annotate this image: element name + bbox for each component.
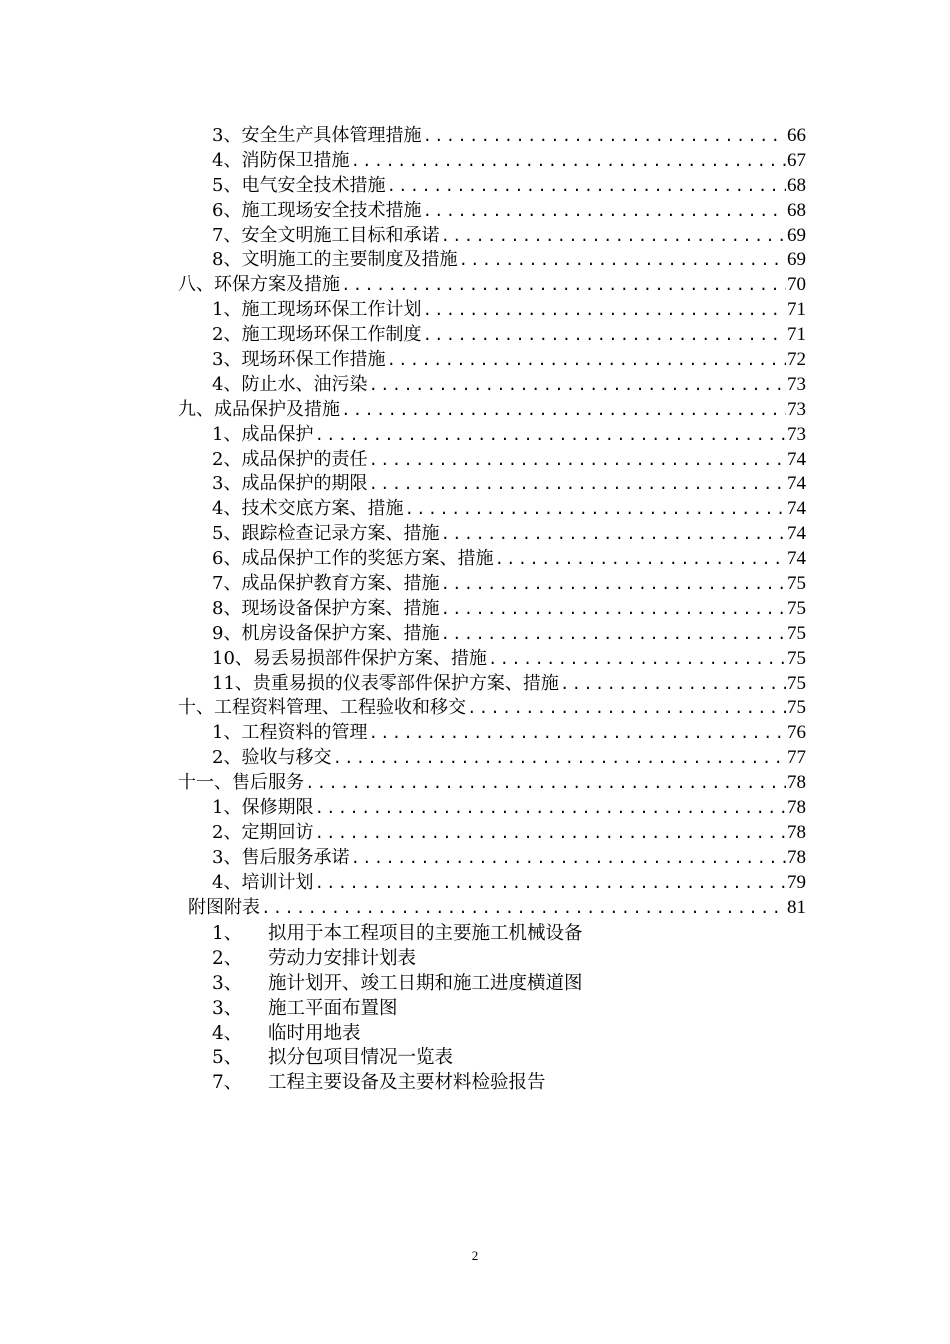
toc-entry-page: 75 [787, 672, 806, 694]
toc-entry-page: 66 [787, 125, 806, 146]
toc-entry-title: 2、验收与移交 [212, 747, 332, 769]
toc-entry-title: 3、成品保护的期限 [212, 473, 368, 495]
toc-leader-dots [368, 449, 786, 474]
toc-leader-dots [350, 150, 786, 175]
appendix-item [212, 972, 732, 997]
toc-entry-title: 9、机房设备保护方案、措施 [212, 622, 440, 644]
toc-entry-title: 4、技术交底方案、措施 [212, 498, 404, 520]
appendix-item [212, 1071, 732, 1096]
appendix-item-number: 4、 [212, 1022, 243, 1044]
appendix-item-text: 拟分包项目情况一览表 [268, 1047, 454, 1069]
toc-entry [178, 647, 806, 672]
toc-entry-title: 九、成品保护及措施 [178, 398, 340, 420]
toc-leader-dots [404, 498, 786, 523]
toc-entry-page: 76 [787, 722, 806, 744]
toc-entry [178, 622, 806, 647]
appendix-item-number: 7、 [212, 1072, 243, 1094]
toc-entry [178, 547, 806, 572]
toc-leader-dots [368, 374, 786, 399]
appendix-item [212, 947, 732, 972]
toc-entry-page: 74 [787, 498, 806, 520]
toc-entry-title: 5、电气安全技术措施 [212, 174, 386, 196]
toc-entry-title: 2、定期回访 [212, 821, 314, 843]
toc-entry [178, 224, 806, 249]
toc-entry [178, 746, 806, 771]
toc-leader-dots [261, 897, 786, 922]
toc-entry [178, 871, 806, 896]
toc-entry [178, 572, 806, 597]
appendix-item-text: 临时用地表 [268, 1022, 361, 1044]
toc-leader-dots [314, 797, 786, 822]
toc-entry [178, 896, 806, 921]
toc-entry-title: 3、售后服务承诺 [212, 846, 350, 868]
toc-entry [178, 472, 806, 497]
toc-entry [178, 771, 806, 796]
toc-entry-page: 75 [787, 597, 806, 619]
toc-entry-page: 70 [787, 274, 806, 296]
toc-entry-title: 8、现场设备保护方案、措施 [212, 597, 440, 619]
toc-entry [178, 199, 806, 224]
toc-entry-title: 4、培训计划 [212, 871, 314, 893]
toc-leader-dots [422, 324, 786, 349]
toc-leader-dots [314, 424, 786, 449]
toc-entry-page: 74 [787, 473, 806, 495]
toc-entry [178, 348, 806, 373]
toc-entry-title: 4、防止水、油污染 [212, 373, 368, 395]
toc-entry-page: 71 [787, 324, 806, 346]
appendix-item-text: 施计划开、竣工日期和施工进度横道图 [268, 972, 583, 994]
toc-leader-dots [386, 175, 786, 200]
toc-leader-dots [350, 847, 786, 872]
toc-leader-dots [422, 200, 786, 225]
toc-entry-page: 73 [787, 423, 806, 445]
toc-entry-title: 4、消防保卫措施 [212, 149, 350, 171]
toc-entry [178, 174, 806, 199]
toc-entry [178, 796, 806, 821]
appendix-item-number: 3、 [212, 997, 243, 1019]
toc-leader-dots [368, 722, 786, 747]
toc-entry-page: 72 [787, 349, 806, 371]
toc-entry-title: 十一、售后服务 [178, 772, 304, 794]
toc-entry-title: 八、环保方案及措施 [178, 274, 340, 296]
toc-entry [178, 522, 806, 547]
toc-entry-page: 78 [787, 846, 806, 868]
toc-entry-title: 10、易丢易损部件保护方案、措施 [212, 647, 487, 669]
toc-entry-title: 8、文明施工的主要制度及措施 [212, 249, 458, 271]
toc-entry-page: 75 [787, 622, 806, 644]
toc-entry-title: 2、成品保护的责任 [212, 448, 368, 470]
toc-leader-dots [488, 648, 786, 673]
toc-entry-page: 78 [787, 797, 806, 819]
toc-entry [178, 672, 806, 697]
toc-entry [178, 373, 806, 398]
toc-entry-page: 71 [787, 299, 806, 321]
toc-entry-page: 78 [787, 772, 806, 794]
toc-entry [178, 597, 806, 622]
toc-entry [178, 721, 806, 746]
toc-leader-dots [440, 623, 786, 648]
toc-leader-dots [440, 523, 786, 548]
toc-entry [178, 448, 806, 473]
toc-entry-title: 1、保修期限 [212, 797, 314, 819]
toc-entry-title: 1、成品保护 [212, 423, 314, 445]
toc-leader-dots [305, 772, 786, 797]
toc-entry [178, 248, 806, 273]
toc-entry-title: 1、工程资料的管理 [212, 722, 368, 744]
toc-entry-page: 77 [787, 747, 806, 769]
toc-entry-title: 6、施工现场安全技术措施 [212, 199, 422, 221]
toc-entry-page: 73 [787, 398, 806, 420]
toc-entry [178, 821, 806, 846]
toc-entry-page: 79 [787, 871, 806, 893]
toc-entry-page: 74 [787, 548, 806, 570]
toc-entry-title: 5、跟踪检查记录方案、措施 [212, 523, 440, 545]
toc-leader-dots [314, 822, 786, 847]
toc-leader-dots [440, 573, 786, 598]
toc-leader-dots [440, 225, 786, 250]
toc-leader-dots [314, 872, 786, 897]
toc-entry-page: 78 [787, 821, 806, 843]
toc-entry [178, 273, 806, 298]
page-number: 2 [471, 1248, 479, 1263]
toc-leader-dots [341, 399, 786, 424]
toc-entry [178, 149, 806, 174]
appendix-item-text: 劳动力安排计划表 [268, 947, 417, 969]
appendix-item [212, 922, 732, 947]
toc-leader-dots [386, 349, 786, 374]
toc-leader-dots [560, 673, 786, 698]
toc-entry-page: 68 [787, 199, 806, 221]
toc-entry-title: 7、安全文明施工目标和承诺 [212, 224, 440, 246]
table-of-contents [178, 124, 806, 921]
toc-entry-title: 11、贵重易损的仪表零部件保护方案、措施 [212, 672, 559, 694]
appendix-list [212, 922, 732, 1096]
toc-entry-title: 十、工程资料管理、工程验收和移交 [178, 697, 466, 719]
toc-entry [178, 846, 806, 871]
toc-leader-dots [467, 697, 786, 722]
toc-entry-page: 74 [787, 523, 806, 545]
toc-leader-dots [341, 274, 786, 299]
toc-leader-dots [440, 598, 786, 623]
toc-entry-page: 75 [787, 647, 806, 669]
appendix-item-text: 拟用于本工程项目的主要施工机械设备 [268, 923, 583, 944]
appendix-item-number: 2、 [212, 947, 243, 969]
toc-entry [178, 497, 806, 522]
appendix-item-number: 5、 [212, 1047, 243, 1069]
appendix-item [212, 1022, 732, 1047]
toc-entry-page: 81 [787, 896, 806, 918]
toc-leader-dots [494, 548, 786, 573]
toc-entry-title: 6、成品保护工作的奖惩方案、措施 [212, 548, 494, 570]
toc-entry-title: 3、安全生产具体管理措施 [212, 125, 422, 146]
toc-entry-title: 1、施工现场环保工作计划 [212, 299, 422, 321]
toc-entry-title: 2、施工现场环保工作制度 [212, 324, 422, 346]
toc-entry-title: 附图附表 [188, 896, 260, 918]
appendix-item [212, 1046, 732, 1071]
appendix-item-text: 施工平面布置图 [268, 997, 398, 1019]
toc-entry-title: 3、现场环保工作措施 [212, 349, 386, 371]
appendix-item-text: 工程主要设备及主要材料检验报告 [268, 1072, 546, 1094]
toc-leader-dots [422, 125, 786, 150]
toc-entry [178, 398, 806, 423]
toc-entry [178, 124, 806, 149]
toc-entry-page: 73 [787, 373, 806, 395]
toc-leader-dots [368, 473, 786, 498]
toc-leader-dots [332, 747, 786, 772]
toc-entry [178, 323, 806, 348]
appendix-item [212, 997, 732, 1022]
toc-leader-dots [458, 249, 786, 274]
toc-leader-dots [422, 299, 786, 324]
toc-entry-page: 74 [787, 448, 806, 470]
toc-entry-title: 7、成品保护教育方案、措施 [212, 573, 440, 595]
toc-entry [178, 696, 806, 721]
toc-entry-page: 69 [787, 224, 806, 246]
toc-entry-page: 68 [787, 174, 806, 196]
toc-entry [178, 423, 806, 448]
toc-entry [178, 298, 806, 323]
appendix-item-number: 3、 [212, 972, 243, 994]
toc-entry-page: 69 [787, 249, 806, 271]
appendix-item-number: 1、 [212, 923, 243, 944]
toc-entry-page: 75 [787, 573, 806, 595]
toc-entry-page: 75 [787, 697, 806, 719]
toc-entry-page: 67 [787, 149, 806, 171]
